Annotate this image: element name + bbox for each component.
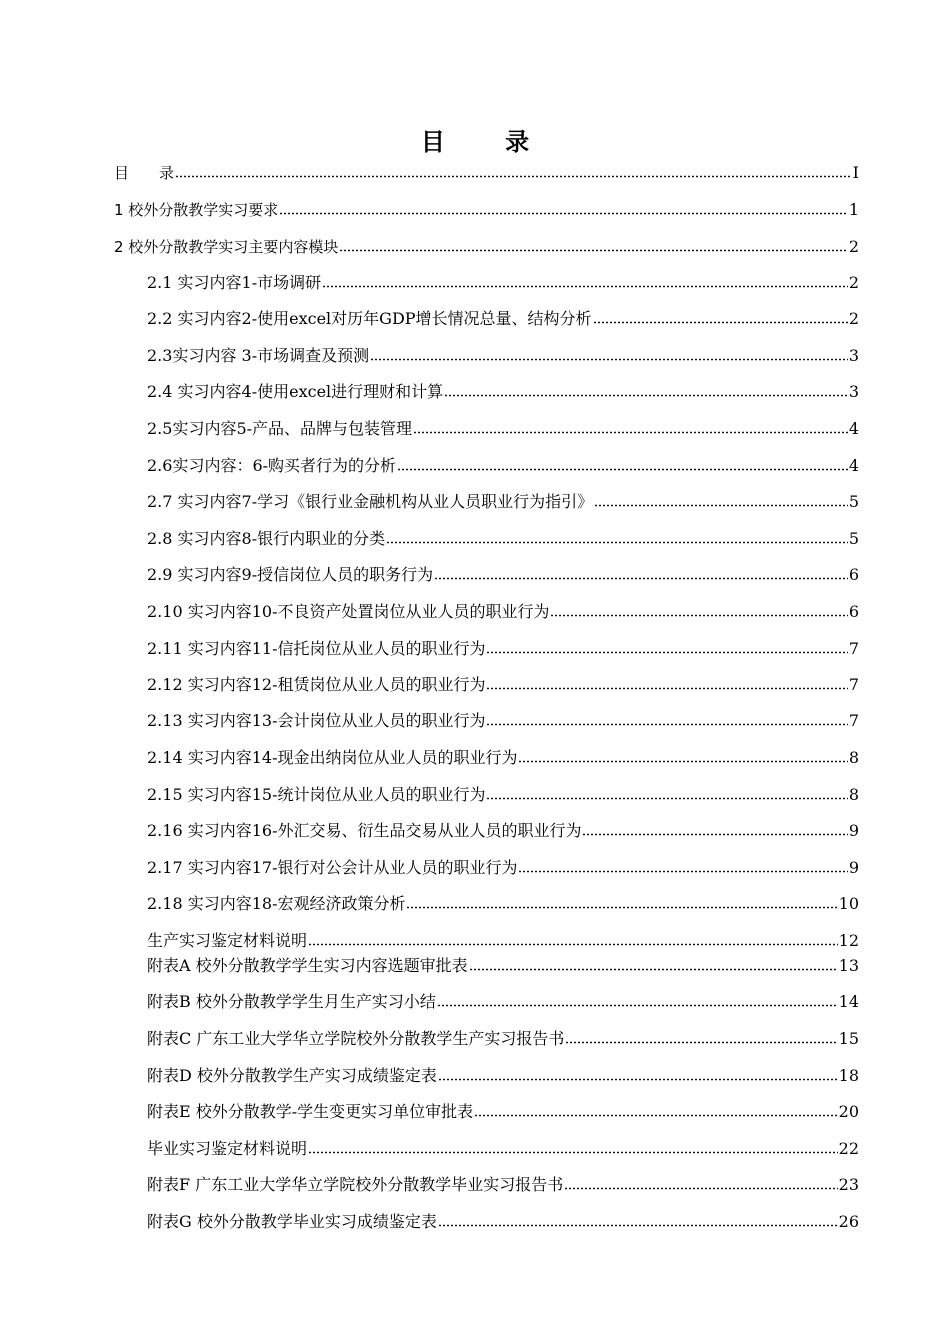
toc-entry-label: 2.6实习内容：6-购买者行为的分析 xyxy=(147,456,397,475)
toc-entry[interactable] xyxy=(147,1102,859,1122)
toc-entry-label: 附表B 校外分散教学学生月生产实习小结 xyxy=(147,992,436,1011)
dot-leader xyxy=(486,786,847,800)
toc-entry-label: 2.14 实习内容14-现金出纳岗位从业人员的职业行为 xyxy=(147,748,518,767)
toc-page-number: 5 xyxy=(848,529,859,548)
dot-leader xyxy=(550,603,847,617)
toc-page-number: 3 xyxy=(848,346,859,365)
toc-entry[interactable] xyxy=(147,821,859,841)
toc-page-number: 3 xyxy=(848,382,859,401)
toc-page-number: 7 xyxy=(848,711,859,730)
dot-leader xyxy=(486,676,847,690)
toc-entry[interactable] xyxy=(147,492,859,512)
toc-entry[interactable] xyxy=(147,309,859,329)
toc-entry[interactable] xyxy=(147,456,859,476)
toc-entry[interactable] xyxy=(147,1066,859,1086)
toc-page-number: 7 xyxy=(848,675,859,694)
toc-entry[interactable] xyxy=(147,785,859,805)
dot-leader xyxy=(339,238,847,252)
dot-leader xyxy=(564,1176,837,1190)
toc-page-number: 6 xyxy=(848,565,859,584)
toc-page-number: 14 xyxy=(838,992,859,1011)
dot-leader xyxy=(486,712,847,726)
toc-entry[interactable] xyxy=(147,565,859,585)
toc-entry-label: 2.11 实习内容11-信托岗位从业人员的职业行为 xyxy=(147,639,486,658)
toc-entry-label: 2 校外分散教学实习主要内容模块 xyxy=(114,238,339,256)
toc-page-number: 9 xyxy=(848,821,859,840)
toc-page-number: 8 xyxy=(848,785,859,804)
toc-page-number: 10 xyxy=(838,894,859,913)
toc-page-number: 22 xyxy=(838,1139,859,1158)
toc-entry-label: 2.4 实习内容4-使用excel进行理财和计算 xyxy=(147,382,444,401)
toc-entry-label: 2.9 实习内容9-授信岗位人员的职务行为 xyxy=(147,565,434,584)
toc-entry-label: 2.8 实习内容8-银行内职业的分类 xyxy=(147,529,386,548)
dot-leader xyxy=(469,957,838,971)
toc-entry-label: 1 校外分散教学实习要求 xyxy=(114,201,279,219)
toc-page-number: I xyxy=(852,163,859,182)
dot-leader xyxy=(406,895,837,909)
toc-entry[interactable] xyxy=(147,1029,859,1049)
toc-entry[interactable] xyxy=(147,711,859,731)
dot-leader xyxy=(438,1067,838,1081)
dot-leader xyxy=(438,1213,838,1227)
toc-entry-label: 附表E 校外分散教学-学生变更实习单位审批表 xyxy=(147,1102,474,1121)
dot-leader xyxy=(518,859,847,873)
toc-entry-label: 2.13 实习内容13-会计岗位从业人员的职业行为 xyxy=(147,711,486,730)
toc-entry[interactable] xyxy=(147,382,859,402)
toc-entry[interactable] xyxy=(147,1212,859,1232)
toc-entry-label: 附表A 校外分散教学学生实习内容选题审批表 xyxy=(147,956,468,975)
toc-entry[interactable] xyxy=(114,237,859,257)
toc-entry[interactable] xyxy=(147,639,859,659)
page-title: 目 录 xyxy=(420,128,556,156)
toc-page-number: 2 xyxy=(848,273,859,292)
dot-leader xyxy=(322,274,848,288)
dot-leader xyxy=(486,640,847,654)
toc-page-number: 1 xyxy=(848,200,859,219)
dot-leader xyxy=(386,530,848,544)
toc-entry-label: 附表G 校外分散教学毕业实习成绩鉴定表 xyxy=(147,1212,437,1231)
toc-entry-label: 2.15 实习内容15-统计岗位从业人员的职业行为 xyxy=(147,785,486,804)
toc-entry-label: 2.17 实习内容17-银行对公会计从业人员的职业行为 xyxy=(147,858,518,877)
dot-leader xyxy=(413,420,848,434)
dot-leader xyxy=(397,457,848,471)
toc-entry[interactable] xyxy=(147,419,859,439)
dot-leader xyxy=(434,566,848,580)
toc-entry-label: 2.16 实习内容16-外汇交易、衍生品交易从业人员的职业行为 xyxy=(147,821,582,840)
toc-entry[interactable] xyxy=(114,163,859,183)
toc-entry-label: 2.5实习内容5-产品、品牌与包装管理 xyxy=(147,419,413,438)
dot-leader xyxy=(593,310,848,324)
toc-entry-label: 附表F 广东工业大学华立学院校外分散教学毕业实习报告书 xyxy=(147,1175,564,1194)
toc-page-number: 8 xyxy=(848,748,859,767)
toc-entry[interactable] xyxy=(147,1175,859,1195)
toc-entry-label: 2.1 实习内容1-市场调研 xyxy=(147,273,322,292)
toc-entry[interactable] xyxy=(147,858,859,878)
dot-leader xyxy=(594,493,848,507)
toc-entry[interactable] xyxy=(147,602,859,622)
dot-leader xyxy=(370,347,848,361)
dot-leader xyxy=(518,749,847,763)
dot-leader xyxy=(474,1103,837,1117)
toc-page-number: 13 xyxy=(838,956,859,975)
toc-entry[interactable] xyxy=(147,992,859,1012)
dot-leader xyxy=(308,932,838,946)
toc-page-number: 4 xyxy=(848,456,859,475)
dot-leader xyxy=(175,164,852,178)
toc-entry[interactable] xyxy=(114,200,859,220)
toc-page-number: 26 xyxy=(838,1212,859,1231)
dot-leader xyxy=(582,822,847,836)
toc-page-number: 5 xyxy=(848,492,859,511)
toc-page-number: 20 xyxy=(838,1102,859,1121)
dot-leader xyxy=(308,1140,838,1154)
toc-page-number: 6 xyxy=(848,602,859,621)
toc-entry[interactable] xyxy=(147,894,859,914)
toc-entry[interactable] xyxy=(147,273,859,293)
toc-entry-label: 2.10 实习内容10-不良资产处置岗位从业人员的职业行为 xyxy=(147,602,550,621)
toc-entry-label: 目 录 xyxy=(114,164,175,182)
dot-leader xyxy=(444,383,848,397)
toc-entry[interactable] xyxy=(147,675,859,695)
toc-entry[interactable] xyxy=(147,956,859,976)
toc-page-number: 2 xyxy=(848,309,859,328)
toc-entry-label: 生产实习鉴定材料说明 xyxy=(147,931,308,950)
dot-leader xyxy=(279,201,847,215)
toc-entry-label: 附表C 广东工业大学华立学院校外分散教学生产实习报告书 xyxy=(147,1029,565,1048)
toc-page-number: 12 xyxy=(838,931,859,950)
toc-page-number: 23 xyxy=(838,1175,859,1194)
toc-page-number: 4 xyxy=(848,419,859,438)
toc-entry-label: 2.12 实习内容12-租赁岗位从业人员的职业行为 xyxy=(147,675,486,694)
toc-page-number: 18 xyxy=(838,1066,859,1085)
toc-entry-label: 附表D 校外分散教学生产实习成绩鉴定表 xyxy=(147,1066,437,1085)
toc-entry-label: 2.2 实习内容2-使用excel对历年GDP增长情况总量、结构分析 xyxy=(147,309,592,328)
toc-entry[interactable] xyxy=(147,931,859,951)
toc-entry-label: 毕业实习鉴定材料说明 xyxy=(147,1139,308,1158)
toc-entry[interactable] xyxy=(147,1139,859,1159)
toc-page-number: 2 xyxy=(848,237,859,256)
toc-page-number: 9 xyxy=(848,858,859,877)
toc-page-number: 7 xyxy=(848,639,859,658)
dot-leader xyxy=(565,1030,837,1044)
toc-entry[interactable] xyxy=(147,529,859,549)
dot-leader xyxy=(437,993,838,1007)
toc-entry-label: 2.3实习内容 3-市场调查及预测 xyxy=(147,346,370,365)
toc-entry[interactable] xyxy=(147,346,859,366)
toc-page-number: 15 xyxy=(838,1029,859,1048)
toc-entry-label: 2.7 实习内容7-学习《银行业金融机构从业人员职业行为指引》 xyxy=(147,492,594,511)
toc-entry-label: 2.18 实习内容18-宏观经济政策分析 xyxy=(147,894,406,913)
toc-entry[interactable] xyxy=(147,748,859,768)
